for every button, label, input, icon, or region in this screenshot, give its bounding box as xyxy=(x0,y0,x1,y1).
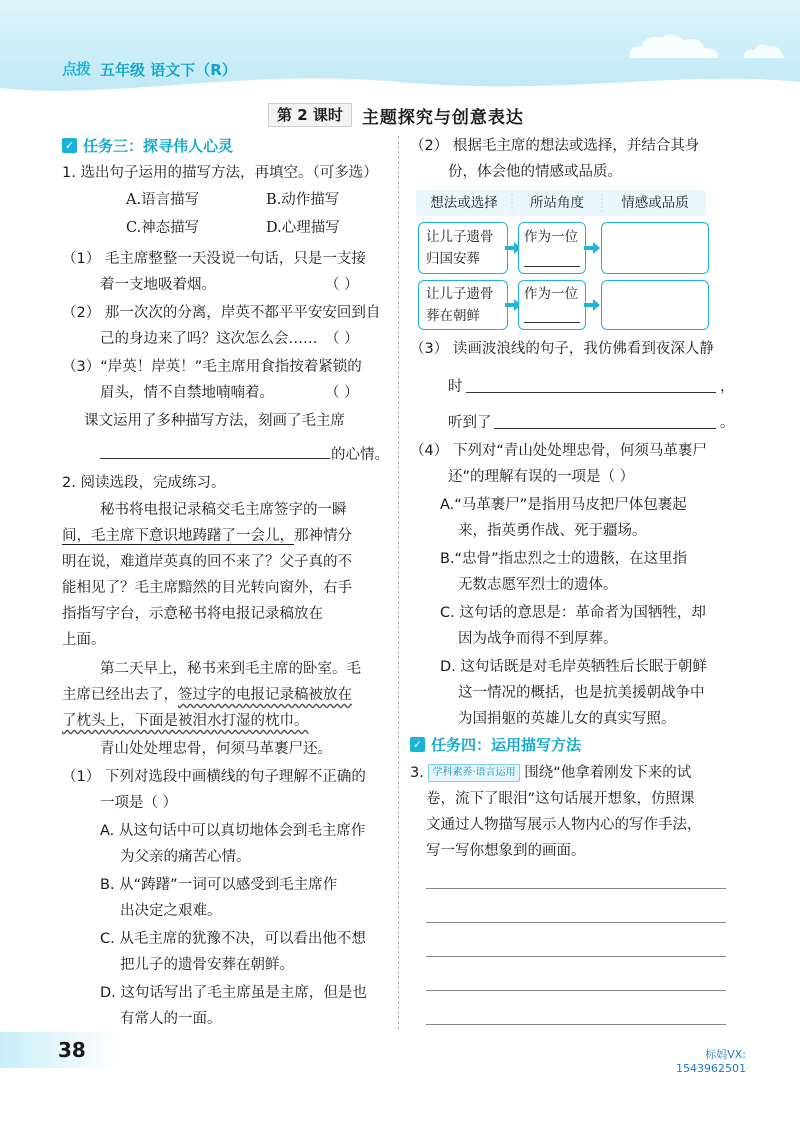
table-r2-angle-text: 作为一位 xyxy=(524,286,578,302)
watermark-line1: 标妈VX: xyxy=(705,1048,746,1061)
q2-sub3-line1: （3） 读画波浪线的句子，我仿佛看到夜深人静 xyxy=(410,341,714,357)
writing-line[interactable] xyxy=(426,956,726,957)
lesson-title: 主题探究与创意表达 xyxy=(361,107,524,128)
wavy-sentence: 签过字的电报记录稿被放在 xyxy=(178,687,352,703)
watermark xyxy=(676,1048,746,1076)
passage-p2-line1: 第二天早上，秘书来到毛主席的卧室。毛 xyxy=(100,661,361,677)
q2-sub1-option-c-line2: 把儿子的遗骨安葬在朝鲜。 xyxy=(120,957,294,973)
passage-p1-line6: 上面。 xyxy=(62,632,106,648)
q3-line1-text: 围绕“他拿着刚发下来的试 xyxy=(524,765,692,781)
passage-p1-line4: 能相见了？毛主席黯然的目光转向窗外，右手 xyxy=(62,580,352,596)
check-icon: ✓ xyxy=(410,737,425,752)
table-r2-choice-line1: 让儿子遗骨 xyxy=(426,286,494,302)
task3-label: 任务三：探寻伟人心灵 xyxy=(83,137,234,155)
q2-sub4-option-c-line2: 因为战争而得不到厚葬。 xyxy=(458,631,618,647)
q2-sub4-line1: （4） 下列对“青山处处埋忠骨，何须马革裹尸 xyxy=(410,443,707,459)
passage-p1-line3: 明在说，难道岸英真的回不来了？父子真的不 xyxy=(62,554,352,570)
table-r2-angle-blank[interactable] xyxy=(524,322,580,323)
q1-summary-line2: 的心情。 xyxy=(331,447,389,463)
q2-sub4-option-d-line1: D. 这句话既是对毛岸英牺牲后长眠于朝鲜 xyxy=(440,659,707,675)
task4-label: 任务四：运用描写方法 xyxy=(431,736,582,754)
q2-sub4-option-b-line1: B.“忠骨”指忠烈之士的遗骸，在这里指 xyxy=(440,551,688,567)
q2-sub1-option-d-line2: 有常人的一面。 xyxy=(120,1011,222,1027)
q1-s2-line2: 己的身边来了吗？这次怎么会…… xyxy=(100,331,318,347)
q3-tag: 学科素养·语言运用 xyxy=(428,764,519,782)
check-icon: ✓ xyxy=(62,138,77,153)
q3-line3: 文通过人物描写展示人物内心的写作手法， xyxy=(426,817,702,833)
task3-heading xyxy=(62,135,233,156)
table-r1-angle-text: 作为一位 xyxy=(524,229,578,245)
cloud-icon xyxy=(620,28,730,68)
writing-line[interactable] xyxy=(426,990,726,991)
task4-heading xyxy=(410,734,581,755)
table-r2-emotion-box[interactable] xyxy=(601,280,709,330)
q1-s3-line2: 眉头，情不自禁地喃喃着。 xyxy=(100,385,274,401)
q1-summary-blank[interactable] xyxy=(100,458,330,459)
passage-p2-line3 xyxy=(62,710,309,732)
lesson-heading xyxy=(268,102,524,128)
cloud-icon xyxy=(740,38,790,62)
q2-sub4-option-d-line2: 这一情况的概括，也是抗美援朝战争中 xyxy=(458,685,705,701)
q2-sub2-line1: （2） 根据毛主席的想法或选择，并结合其身 xyxy=(410,138,700,154)
q1-s2-answer-paren[interactable]: （ ） xyxy=(325,331,359,347)
q3-line2: 卷，流下了眼泪”这句话展开想象，仿照课 xyxy=(426,791,695,807)
passage-p1-line1: 秘书将电报记录稿交毛主席签字的一瞬 xyxy=(100,502,347,518)
passage-p1-line5: 指指写字台，示意秘书将电报记录稿放在 xyxy=(62,606,323,622)
q1-summary-line1: 课文运用了多种描写方法，刻画了毛主席 xyxy=(84,413,345,429)
q2-sub4-option-a-line2: 来，指英勇作战、死于疆场。 xyxy=(458,523,647,539)
column-divider xyxy=(398,136,399,1029)
passage-p3: 青山处处埋忠骨，何须马革裹尸还。 xyxy=(100,741,332,757)
table-r1-choice-line1: 让儿子遗骨 xyxy=(426,229,494,245)
grade-label: 五年级 语文下（R） xyxy=(100,61,237,79)
q2-sub1-option-d-line1: D. 这句话写出了毛主席虽是主席，但是也 xyxy=(100,985,367,1001)
q3-line4: 写一写你想象到的画面。 xyxy=(426,843,586,859)
watermark-line2: 1543962501 xyxy=(676,1062,746,1075)
q3-line1 xyxy=(410,762,691,784)
arrow-right-icon xyxy=(584,242,600,254)
table-header-emotion: 情感或品质 xyxy=(621,195,689,211)
writing-line[interactable] xyxy=(426,1024,726,1025)
q1-stem: 1. 选出句子运用的描写方法，再填空。（可多选） xyxy=(62,165,378,181)
q2-stem: 2. 阅读选段，完成练习。 xyxy=(62,475,226,491)
q1-s3-line1: （3）“岸英！岸英！”毛主席用食指按着紧锁的 xyxy=(62,359,362,375)
q1-s2-line1: （2） 那一次次的分离，岸英不都平平安安回到自 xyxy=(62,305,381,321)
q2-sub4-option-b-line2: 无数志愿军烈士的遗体。 xyxy=(458,577,618,593)
table-r2-choice-line2: 葬在朝鲜 xyxy=(426,308,480,324)
q2-sub3-line3-lead: 听到了 xyxy=(448,415,492,431)
table-r1-angle-blank[interactable] xyxy=(524,266,580,267)
q1-s1-line1: （1） 毛主席整整一天没说一句话，只是一支接 xyxy=(62,251,366,267)
q2-sub1-option-b-line1: B. 从“踌躇”一词可以感受到毛主席作 xyxy=(100,877,338,893)
table-header-angle: 所站角度 xyxy=(530,195,584,211)
q2-sub4-option-a-line1: A.“马革裹尸”是指用马皮把尸体包裹起 xyxy=(440,497,687,513)
q2-sub2-line2: 份，体会他的情感或品质。 xyxy=(448,164,622,180)
page-number: 38 xyxy=(58,1038,86,1062)
q3-number: 3. xyxy=(410,765,424,781)
passage-p2-line2: 主席已经出去了，签过字的电报记录稿被放在 xyxy=(62,687,352,703)
q1-s1-answer-paren[interactable]: （ ） xyxy=(325,277,359,293)
q2-sub3-line2-comma: ， xyxy=(720,379,735,395)
q1-option-a: A.语言描写 xyxy=(126,192,200,208)
q2-sub3-blank-1[interactable] xyxy=(466,392,716,393)
q2-sub3-line2-lead: 时 xyxy=(448,379,463,395)
q2-sub4-option-c-line1: C. 这句话的意思是：革命者为国牺牲，却 xyxy=(440,605,706,621)
q2-sub4-option-d-line3: 为国捐躯的英雄儿女的真实写照。 xyxy=(458,711,676,727)
q2-sub1-line2[interactable]: 一项是（ ） xyxy=(100,795,178,811)
q2-sub3-blank-2[interactable] xyxy=(494,428,716,429)
table-r1-choice-line2: 归国安葬 xyxy=(426,251,480,267)
q2-sub3-line3-end: 。 xyxy=(720,415,735,431)
q2-sub1-option-a-line2: 为父亲的痛苦心情。 xyxy=(120,849,251,865)
q2-sub1-option-b-line2: 出决定之艰难。 xyxy=(120,903,222,919)
q2-sub4-line2[interactable]: 还”的理解有误的一项是（ ） xyxy=(448,469,635,485)
underlined-sentence: 间，毛主席下意识地踌躇了一会儿， xyxy=(62,528,294,544)
lesson-tag: 第 2 课时 xyxy=(268,103,352,127)
table-header-choice: 想法或选择 xyxy=(430,195,498,211)
writing-line[interactable] xyxy=(426,922,726,923)
q1-s1-line2: 着一支地吸着烟。 xyxy=(100,277,216,293)
passage-p1-line2: 间，毛主席下意识地踌躇了一会儿，那神情分 xyxy=(62,528,352,544)
q1-option-c: C.神态描写 xyxy=(126,220,200,236)
q1-s3-answer-paren[interactable]: （ ） xyxy=(325,385,359,401)
q2-sub1-option-a-line1: A. 从这句话中可以真切地体会到毛主席作 xyxy=(100,823,366,839)
arrow-right-icon xyxy=(584,299,600,311)
brand-logo: 点拨 xyxy=(62,60,91,78)
q1-option-d: D.心理描写 xyxy=(266,220,340,236)
q1-option-b: B.动作描写 xyxy=(266,192,340,208)
writing-line[interactable] xyxy=(426,888,726,889)
wavy-sentence-cont: 了枕头上，下面是被泪水打湿的枕巾。 xyxy=(62,713,309,729)
q2-sub1-line1: （1） 下列对选段中画横线的句子理解不正确的 xyxy=(62,769,366,785)
table-r1-emotion-box[interactable] xyxy=(601,222,709,274)
q2-sub1-option-c-line1: C. 从毛主席的犹豫不决，可以看出他不想 xyxy=(100,931,366,947)
